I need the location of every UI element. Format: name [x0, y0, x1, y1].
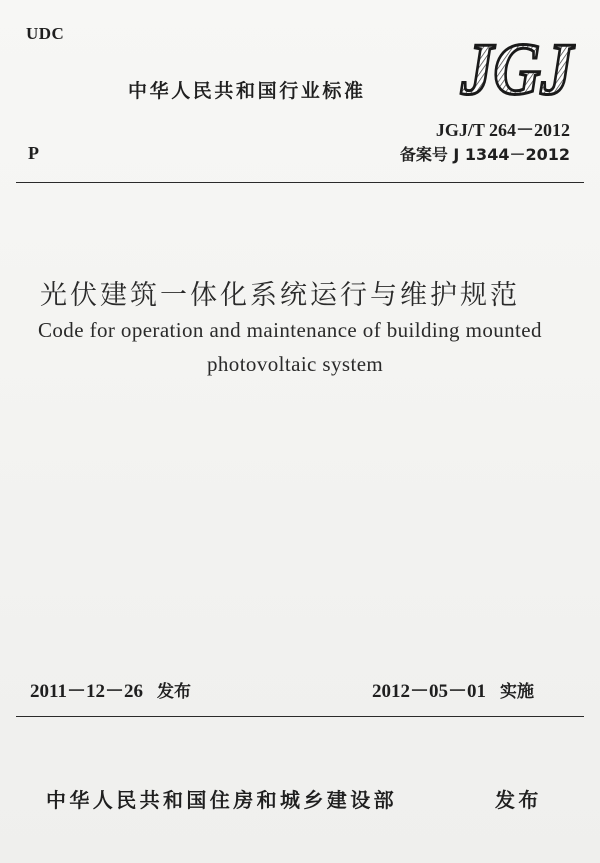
top-divider [16, 182, 584, 183]
standard-number: JGJ/T 264－2012 [435, 120, 570, 140]
jgj-logo [458, 34, 576, 104]
udc-label: UDC [26, 24, 65, 43]
issue-date [30, 676, 191, 703]
record-number: 备案号 J 1344－2012 [399, 145, 570, 164]
industry-standard-heading: 中华人民共和国行业标准 [128, 80, 366, 102]
category-letter: P [28, 143, 39, 163]
title-english-line1: Code for operation and maintenance of building mounted [38, 318, 542, 342]
title-chinese: 光伏建筑一体化系统运行与维护规范 [40, 280, 520, 311]
implement-date [372, 676, 534, 703]
jgj-logo-text: JGJ [460, 34, 575, 104]
issuing-ministry: 中华人民共和国住房和城乡建设部 [46, 788, 397, 812]
issuing-ministry-label: 发布 [495, 788, 542, 812]
issue-date-label: 发布 [156, 682, 191, 702]
issue-date-value: 2011－12－26 [30, 681, 143, 702]
bottom-divider [16, 716, 584, 717]
title-english-line2: photovoltaic system [207, 352, 384, 376]
implement-date-value: 2012－05－01 [372, 681, 487, 702]
implement-date-label: 实施 [500, 682, 535, 702]
